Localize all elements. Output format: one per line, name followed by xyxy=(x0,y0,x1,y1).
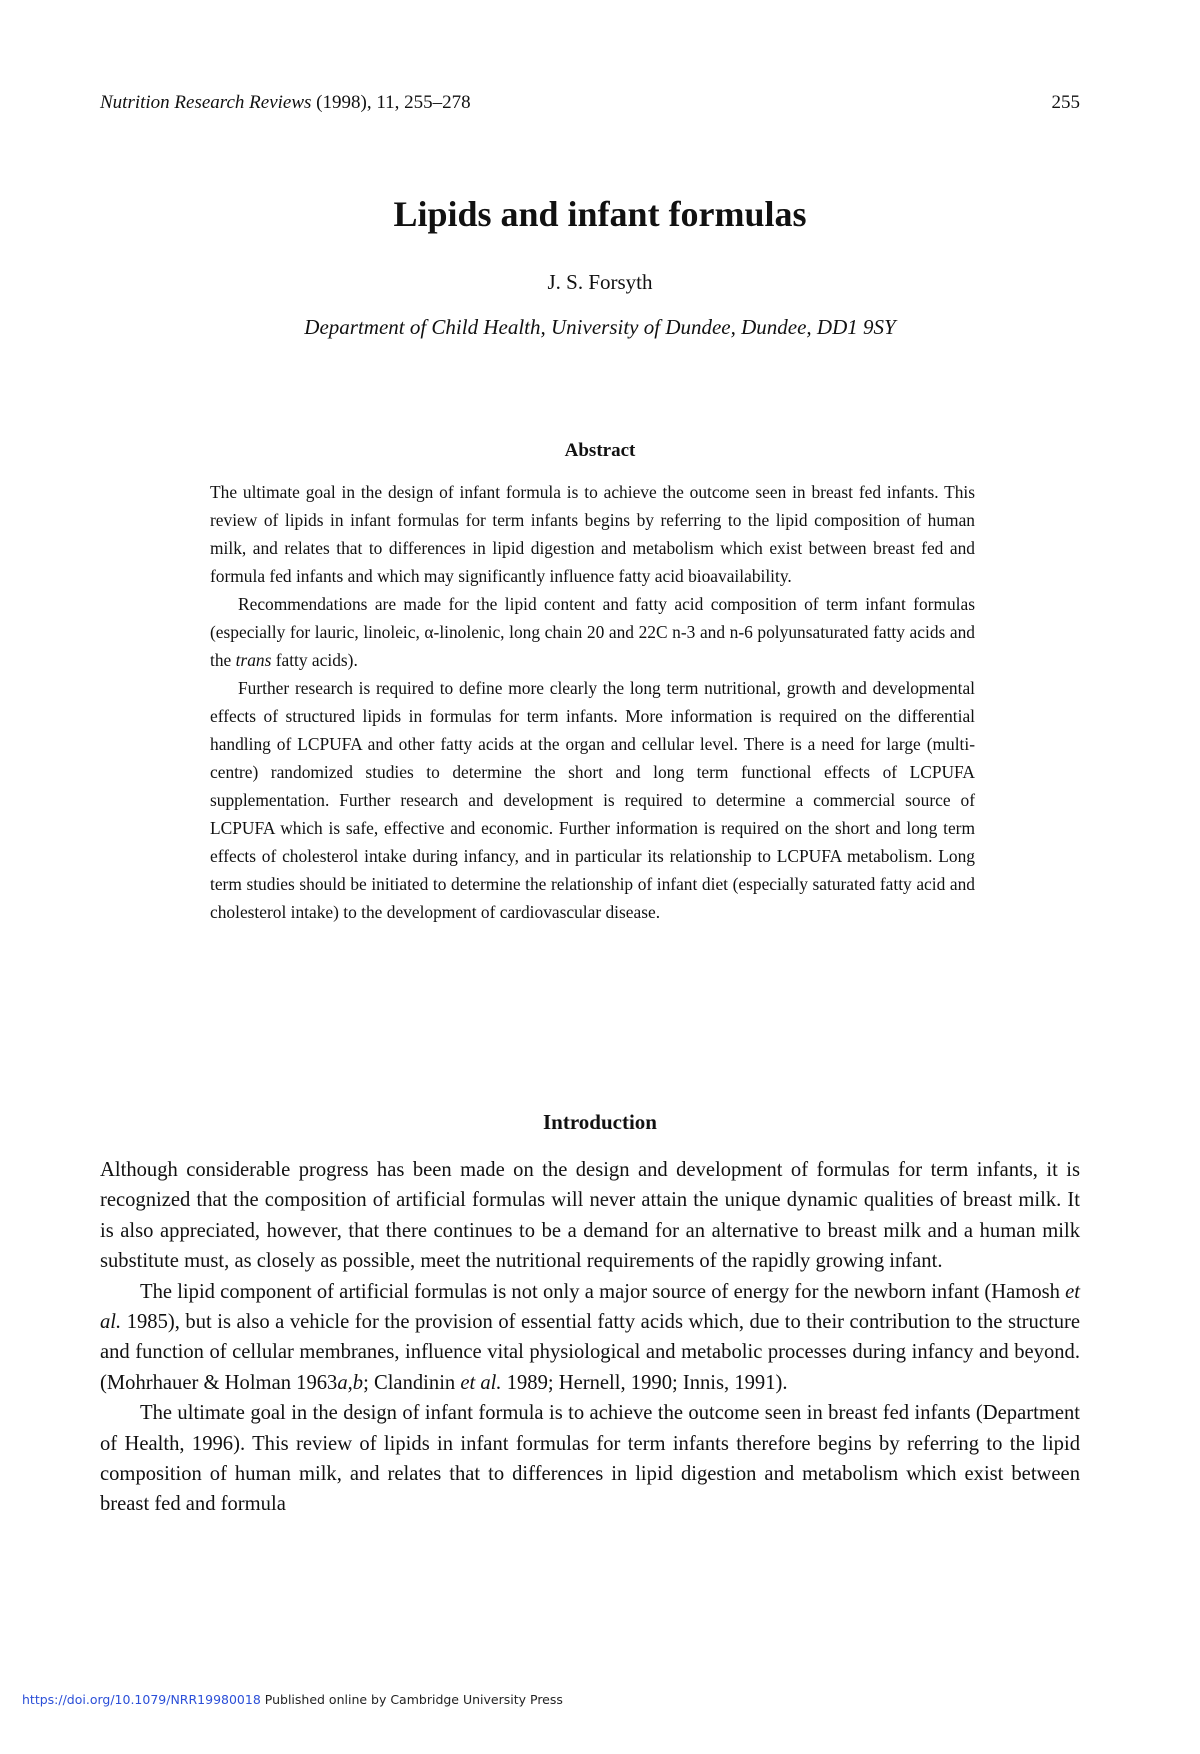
italic-term: trans xyxy=(235,650,272,670)
text-span: fatty acids). xyxy=(271,650,358,670)
text-span: ; Clandinin xyxy=(363,1371,461,1394)
introduction-heading: Introduction xyxy=(543,1110,657,1134)
text-span: 1985), but is also a vehicle for the provision of essential fatty acids which, due to their contribution to the structure and function of cellular membranes, influence vital physiological and metabolic processes during infancy and beyond. (Mohrhauer & Holman 1963 xyxy=(100,1311,1080,1394)
abstract-heading: Abstract xyxy=(564,440,636,461)
publisher-note: Published online by Cambridge University Press xyxy=(260,1692,563,1707)
abstract-paragraph: Further research is required to define more clearly the long term nutritional, growth and developmental effects of structured lipids in formulas for term infants. More information is required on the differential handling of LCPUFA and other fatty acids at the organ and cellular level. There is a need for large (multi-centre) randomized studies to determine the short and long term functional effects of LCPUFA supplementation. Further research and development is required to determine a commercial source of LCPUFA which is safe, effective and economic. Further information is required on the short and long term effects of cholesterol intake during infancy, and in particular its relationship to LCPUFA metabolism. Long term studies should be initiated to determine the relationship of infant diet (especially saturated fatty acid and cholesterol intake) to the development of cardiovascular disease. xyxy=(210,678,975,922)
body-paragraph xyxy=(100,1277,1080,1399)
author: J. S. Forsyth xyxy=(547,270,653,294)
introduction-body xyxy=(100,1155,1080,1520)
abstract-paragraph xyxy=(210,590,975,674)
italic-term: et al. xyxy=(460,1371,502,1394)
article-title: Lipids and infant formulas xyxy=(393,194,807,234)
citation: (1998), 11, 255–278 xyxy=(311,92,471,113)
text-span: The lipid component of artificial formulas is not only a major source of energy for the newborn infant (Hamosh xyxy=(140,1280,1066,1303)
italic-term: et al. xyxy=(100,1280,1080,1334)
body-paragraph: The ultimate goal in the design of infant formula is to achieve the outcome seen in breast fed infants (Department of Health, 1996). This review of lipids in infant formulas for term infants therefore begins by referring to the lipid composition of human milk, and relates that to differences in lipid digestion and metabolism which exist between breast fed and formula xyxy=(100,1402,1080,1516)
journal-name: Nutrition Research Reviews xyxy=(100,92,312,113)
running-head xyxy=(100,92,1080,118)
text-span: 1989; Hernell, 1990; Innis, 1991). xyxy=(501,1371,788,1394)
body-paragraph: Although considerable progress has been made on the design and development of formulas for term infants, it is recognized that the composition of artificial formulas will never attain the unique dynamic qualities of breast milk. It is also appreciated, however, that there continues to be a demand for an alternative to breast milk and a human milk substitute must, as closely as possible, meet the nutritional requirements of the rapidly growing infant. xyxy=(100,1159,1080,1273)
italic-term: a,b xyxy=(337,1371,364,1394)
text-span: Recommendations are made for the lipid content and fatty acid composition of term infant formulas (especially for lauric, linoleic, α-linolenic, long chain 20 and 22C n-3 and n-6 polyunsaturated fatty acids and the xyxy=(210,594,975,670)
abstract xyxy=(210,478,975,926)
footer xyxy=(22,1692,563,1707)
affiliation: Department of Child Health, University of Dundee, Dundee, DD1 9SY xyxy=(304,315,896,339)
abstract-paragraph: The ultimate goal in the design of infant formula is to achieve the outcome seen in breast fed infants. This review of lipids in infant formulas for term infants begins by referring to the lipid composition of human milk, and relates that to differences in lipid digestion and metabolism which exist between breast fed and formula fed infants and which may significantly influence fatty acid bioavailability. xyxy=(210,482,975,586)
doi-link[interactable]: https://doi.org/10.1079/NRR19980018 xyxy=(22,1692,261,1707)
page-number: 255 xyxy=(1051,92,1080,113)
